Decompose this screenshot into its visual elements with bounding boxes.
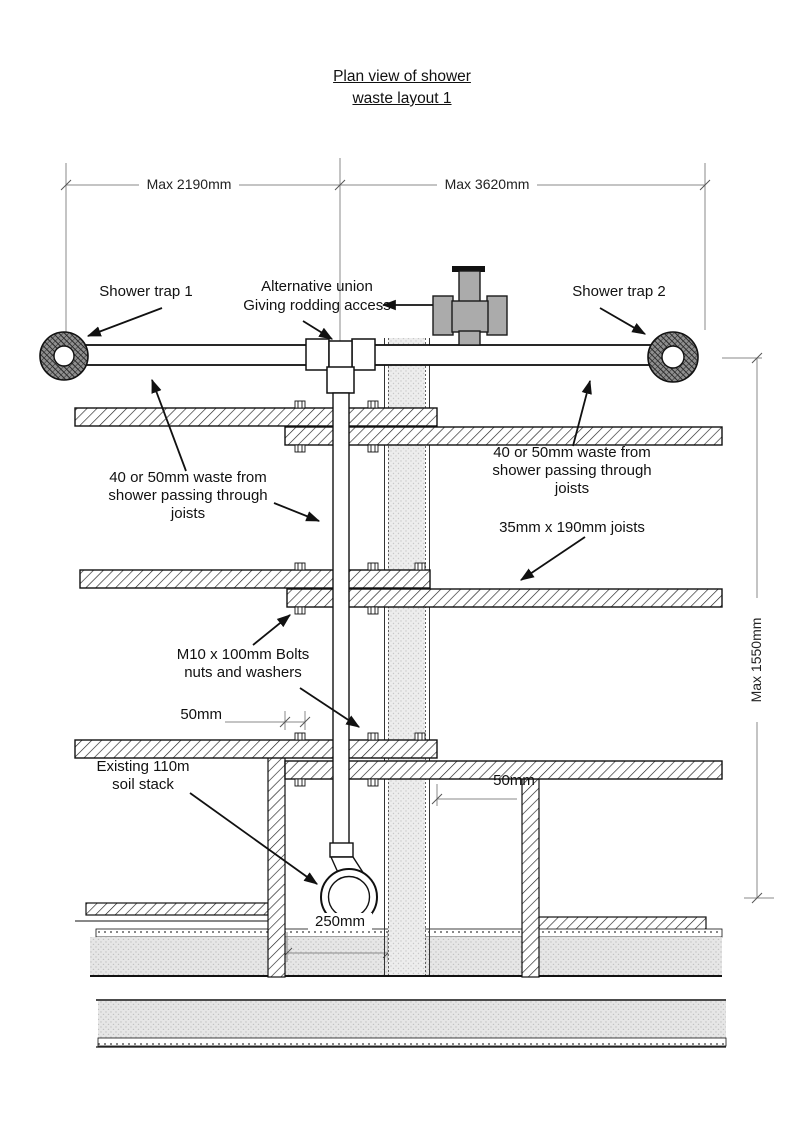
arrow-bolts-lower	[300, 688, 359, 727]
dimension-50mm-left: 50mm	[180, 706, 222, 723]
label-soil-stack-line-2: soil stack	[112, 776, 174, 793]
label-waste-left-line-3: joists	[170, 505, 206, 522]
dimension-max-2190: Max 2190mm	[139, 175, 239, 193]
arrow-shower-trap-1	[88, 308, 162, 336]
label-waste-right-line-3: joists	[554, 480, 590, 497]
label-alternative-union-line-2: Giving rodding access	[243, 297, 391, 314]
arrow-soil-stack	[190, 793, 317, 884]
label-waste-right-line-1: 40 or 50mm waste from	[493, 444, 651, 461]
dimension-250mm: 250mm	[308, 913, 372, 931]
label-alternative-union-line-1: Alternative union	[261, 278, 373, 295]
title-line-2: waste layout 1	[352, 90, 452, 107]
page-title	[280, 66, 524, 110]
label-waste-left	[94, 469, 282, 523]
dimension-max-3620: Max 3620mm	[437, 175, 537, 193]
dimension-max-1550: Max 1550mm	[747, 598, 765, 722]
label-waste-right	[478, 444, 666, 498]
label-waste-left-line-1: 40 or 50mm waste from	[109, 469, 267, 486]
alternative-union-symbol	[433, 266, 507, 345]
label-bolts-line-1: M10 x 100mm Bolts	[176, 646, 310, 663]
label-bolts-line-2: nuts and washers	[184, 664, 302, 681]
pipe-coupling	[330, 843, 353, 857]
label-soil-stack	[85, 758, 201, 794]
title-line-1: Plan view of shower	[333, 68, 471, 85]
label-joists: 35mm x 190mm joists	[499, 519, 645, 536]
label-soil-stack-line-1: Existing 110m	[96, 758, 190, 775]
arrow-joists	[521, 537, 585, 580]
label-bolts	[160, 646, 326, 682]
label-shower-trap-1: Shower trap 1	[99, 283, 193, 300]
tee-union-fitting	[306, 339, 375, 393]
label-alternative-union	[235, 277, 399, 315]
arrow-bolts-upper	[253, 615, 290, 645]
shower-trap-2-symbol	[648, 332, 698, 382]
arrow-shower-trap-2	[600, 308, 645, 334]
arrow-union-to-tee	[303, 321, 332, 339]
label-shower-trap-2: Shower trap 2	[572, 283, 666, 300]
label-waste-right-line-2: shower passing through	[492, 462, 652, 479]
vertical-drop-pipe	[333, 393, 349, 844]
dimension-50mm-right: 50mm	[493, 772, 535, 789]
label-waste-left-line-2: shower passing through	[108, 487, 268, 504]
shower-trap-1-symbol	[40, 332, 88, 380]
